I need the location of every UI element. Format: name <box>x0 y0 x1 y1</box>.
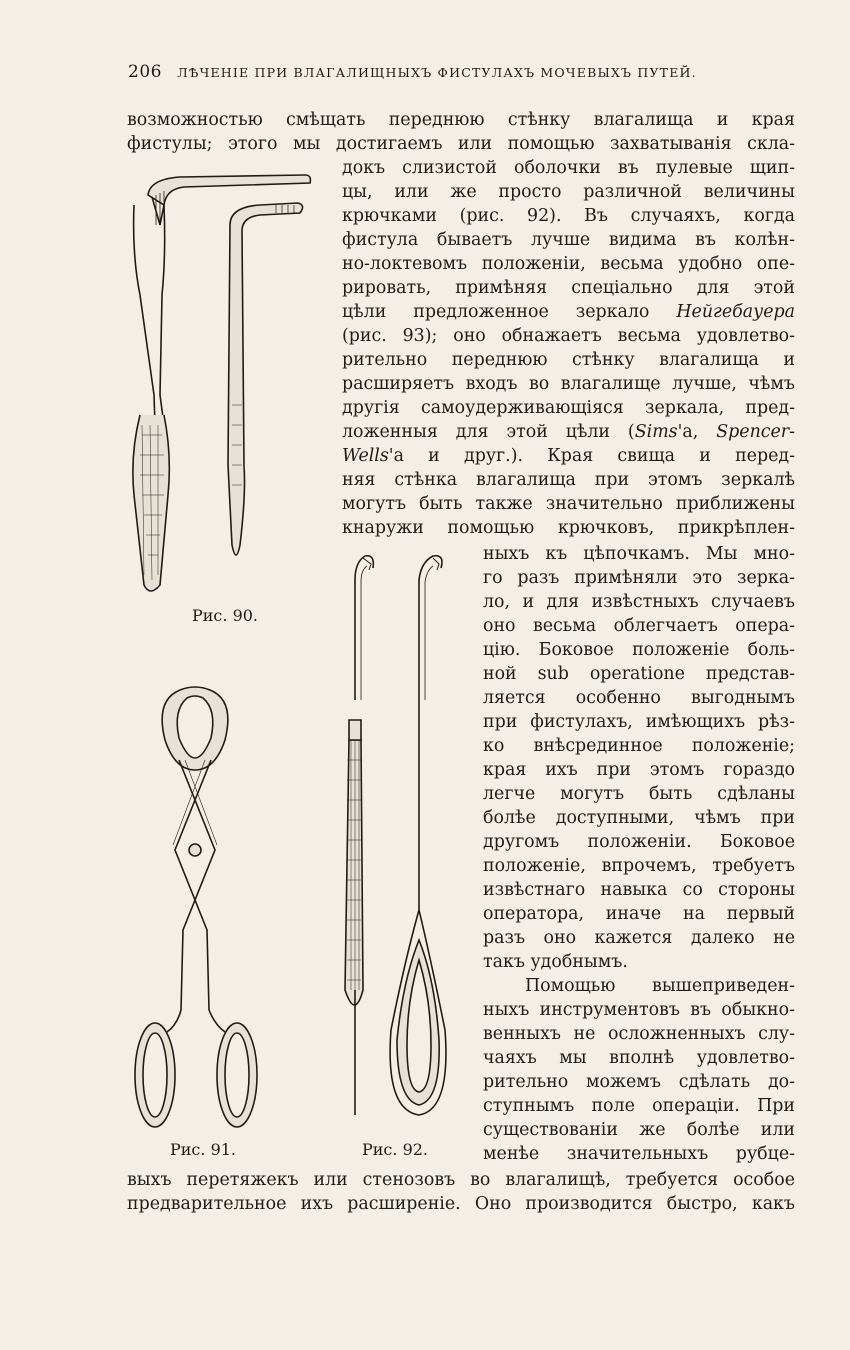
text-segment: цѣли предложенное зеркало <box>342 302 650 322</box>
text-line: чаяхъ мы вполнѣ удовлетво- <box>483 1048 795 1068</box>
text-line: предварительное ихъ расширеніе. Оно производится быстро, какъ <box>127 1194 795 1214</box>
figure-92-hook <box>335 550 465 1140</box>
text-line: го разъ примѣняли это зерка- <box>483 568 795 588</box>
text-line: фистулы; этого мы достигаемъ или помощью захватыванія скла- <box>127 134 795 154</box>
text-line: другія самоудерживающіяся зеркала, пред- <box>342 398 795 418</box>
text-line: рительно переднюю стѣнку влагалища и <box>342 350 795 370</box>
italic-name-spencer: Spencer- <box>716 422 795 442</box>
text-line: цію. Боковое положеніе боль- <box>483 640 795 660</box>
text-line: другомъ положеніи. Боковое <box>483 832 795 852</box>
text-line: такъ удобнымъ. <box>483 952 628 972</box>
text-line: легче могутъ быть сдѣланы <box>483 784 795 804</box>
figure-90-caption: Рис. 90. <box>192 606 259 625</box>
text-line: существованіи же болѣе или <box>483 1120 795 1140</box>
text-segment: 'а, <box>677 422 717 442</box>
text-line: разъ оно кажется далеко не <box>483 928 795 948</box>
text-line: расширяетъ входъ во влагалище лучше, чѣмъ <box>342 374 795 394</box>
text-line <box>342 300 795 324</box>
text-line: возможностью смѣщать переднюю стѣнку влагалища и края <box>127 110 795 130</box>
text-line: края ихъ при этомъ гораздо <box>483 760 795 780</box>
figure-92-caption: Рис. 92. <box>362 1140 429 1159</box>
text-line: могутъ быть также значительно приближены <box>342 494 795 514</box>
text-line: кнаружи помощью крючковъ, прикрѣплен- <box>342 518 795 538</box>
text-line: но-локтевомъ положеніи, весьма удобно опе- <box>342 254 795 274</box>
text-line: ступнымъ поле операціи. При <box>483 1096 795 1116</box>
text-segment: ложенныя для этой цѣли ( <box>342 422 635 442</box>
text-line: ко внѣсрединное положеніе; <box>483 736 795 756</box>
running-header <box>128 62 728 82</box>
italic-name-sims: Sims <box>634 422 678 442</box>
text-line: менѣе значительныхъ рубце- <box>483 1144 795 1164</box>
text-line: оператора, иначе на первый <box>483 904 795 924</box>
figure-91-caption: Рис. 91. <box>170 1140 237 1159</box>
text-segment: 'а и друг.). Края свища и перед- <box>388 446 795 466</box>
text-line: цы, или же просто различной величины <box>342 182 795 202</box>
text-line: ныхъ инструментовъ въ обыкно- <box>483 1000 795 1020</box>
text-line: венныхъ не осложненныхъ слу- <box>483 1024 795 1044</box>
text-line: выхъ перетяжекъ или стенозовъ во влагалищѣ, требуется особое <box>127 1170 795 1190</box>
text-line: извѣстнаго навыка со стороны <box>483 880 795 900</box>
text-line: докъ слизистой оболочки въ пулевые щип- <box>342 158 795 178</box>
text-line: ныхъ къ цѣпочкамъ. Мы мно- <box>483 544 795 564</box>
text-line: положеніе, впрочемъ, требуетъ <box>483 856 795 876</box>
figure-91-forceps <box>125 680 275 1140</box>
text-line <box>342 444 795 468</box>
text-line: крючками (рис. 92). Въ случаяхъ, когда <box>342 206 795 226</box>
text-line: рировать, примѣняя спеціально для этой <box>342 278 795 298</box>
text-line: (рис. 93); оно обнажаетъ весьма удовлетво- <box>342 326 795 346</box>
figure-90-speculum <box>120 165 320 605</box>
page-number: 206 <box>128 62 162 82</box>
text-line: фистула бываетъ лучше видима въ колѣн- <box>342 230 795 250</box>
text-line <box>342 420 795 444</box>
text-line: ло, и для извѣстныхъ случаевъ <box>483 592 795 612</box>
text-line: при фистулахъ, имѣющихъ рѣз- <box>483 712 795 732</box>
text-line: Помощью вышеприведен- <box>525 976 795 996</box>
text-line: ляется особенно выгоднымъ <box>483 688 795 708</box>
text-line: няя стѣнка влагалища при этомъ зеркалѣ <box>342 470 795 490</box>
text-line: оно весьма облегчаетъ опера- <box>483 616 795 636</box>
italic-name-neugebauer: Нейгебауера <box>676 302 795 322</box>
text-line: болѣе доступными, чѣмъ при <box>483 808 795 828</box>
text-line: ной sub operatione представ- <box>483 664 795 684</box>
running-title: ЛѢЧЕНІЕ ПРИ ВЛАГАЛИЩНЫХЪ ФИСТУЛАХЪ МОЧЕВЫХЪ ПУТЕЙ. <box>177 65 697 80</box>
italic-name-wells: Wells <box>342 446 389 466</box>
text-line: рительно можемъ сдѣлать до- <box>483 1072 795 1092</box>
